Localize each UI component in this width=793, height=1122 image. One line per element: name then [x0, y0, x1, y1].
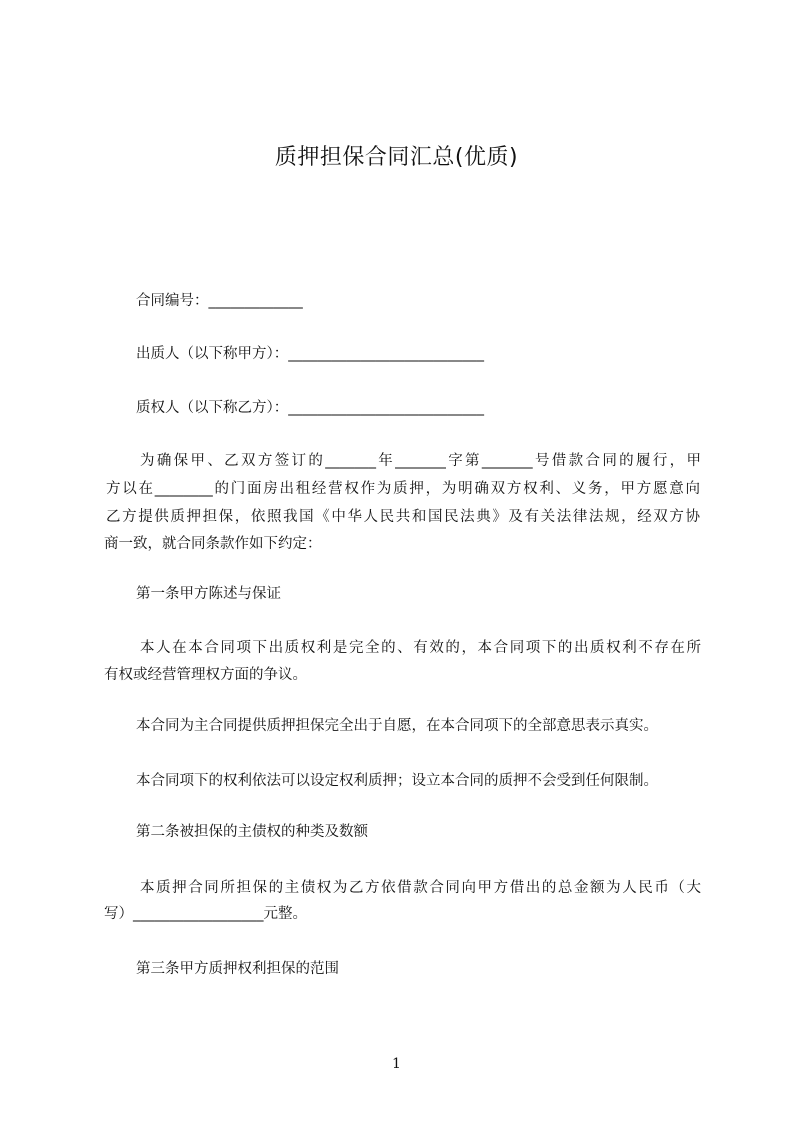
page-number: 1: [392, 1056, 401, 1072]
intro-line-3: 乙方提供质押担保，依照我国《中华人民共和国民法典》及有关法律法规，经双方协: [106, 509, 700, 525]
article-3-heading: 第三条甲方质押权利担保的范围: [136, 961, 339, 977]
article-2-heading: 第二条被担保的主债权的种类及数额: [136, 824, 368, 840]
article-2-para-1-line-1: 本质押合同所担保的主债权为乙方依借款合同向甲方借出的总金额为人民币（大: [140, 880, 701, 896]
intro-line-4: 商一致，就合同条款作如下约定：: [104, 536, 322, 552]
article-1-heading: 第一条甲方陈述与保证: [136, 586, 281, 602]
pledgor-field: 出质人（以下称甲方）：___________________________: [136, 346, 484, 362]
intro-line-2: 方以在________的门面房出租经营权作为质押，为明确双方权利、义务，甲方愿意向: [106, 481, 700, 497]
article-1-para-2: 本合同为主合同提供质押担保完全出于自愿，在本合同项下的全部意思表示真实。: [136, 718, 658, 734]
document-title: 质押担保合同汇总(优质): [274, 145, 519, 170]
contract-number-field: 合同编号：_____________: [136, 293, 303, 309]
article-1-para-1-line-2: 有权或经营管理权方面的争议。: [104, 667, 307, 683]
article-1-para-1-line-1: 本人在本合同项下出质权利是完全的、有效的，本合同项下的出质权利不存在所: [140, 640, 701, 656]
intro-line-1: 为确保甲、乙双方签订的_______年_______字第_______号借款合同的履行，甲: [140, 453, 701, 469]
pledgee-field: 质权人（以下称乙方）：___________________________: [136, 400, 484, 416]
article-2-para-1-line-2: 写）__________________元整。: [104, 906, 307, 922]
article-1-para-3: 本合同项下的权利依法可以设定权利质押；设立本合同的质押不会受到任何限制。: [136, 773, 658, 789]
